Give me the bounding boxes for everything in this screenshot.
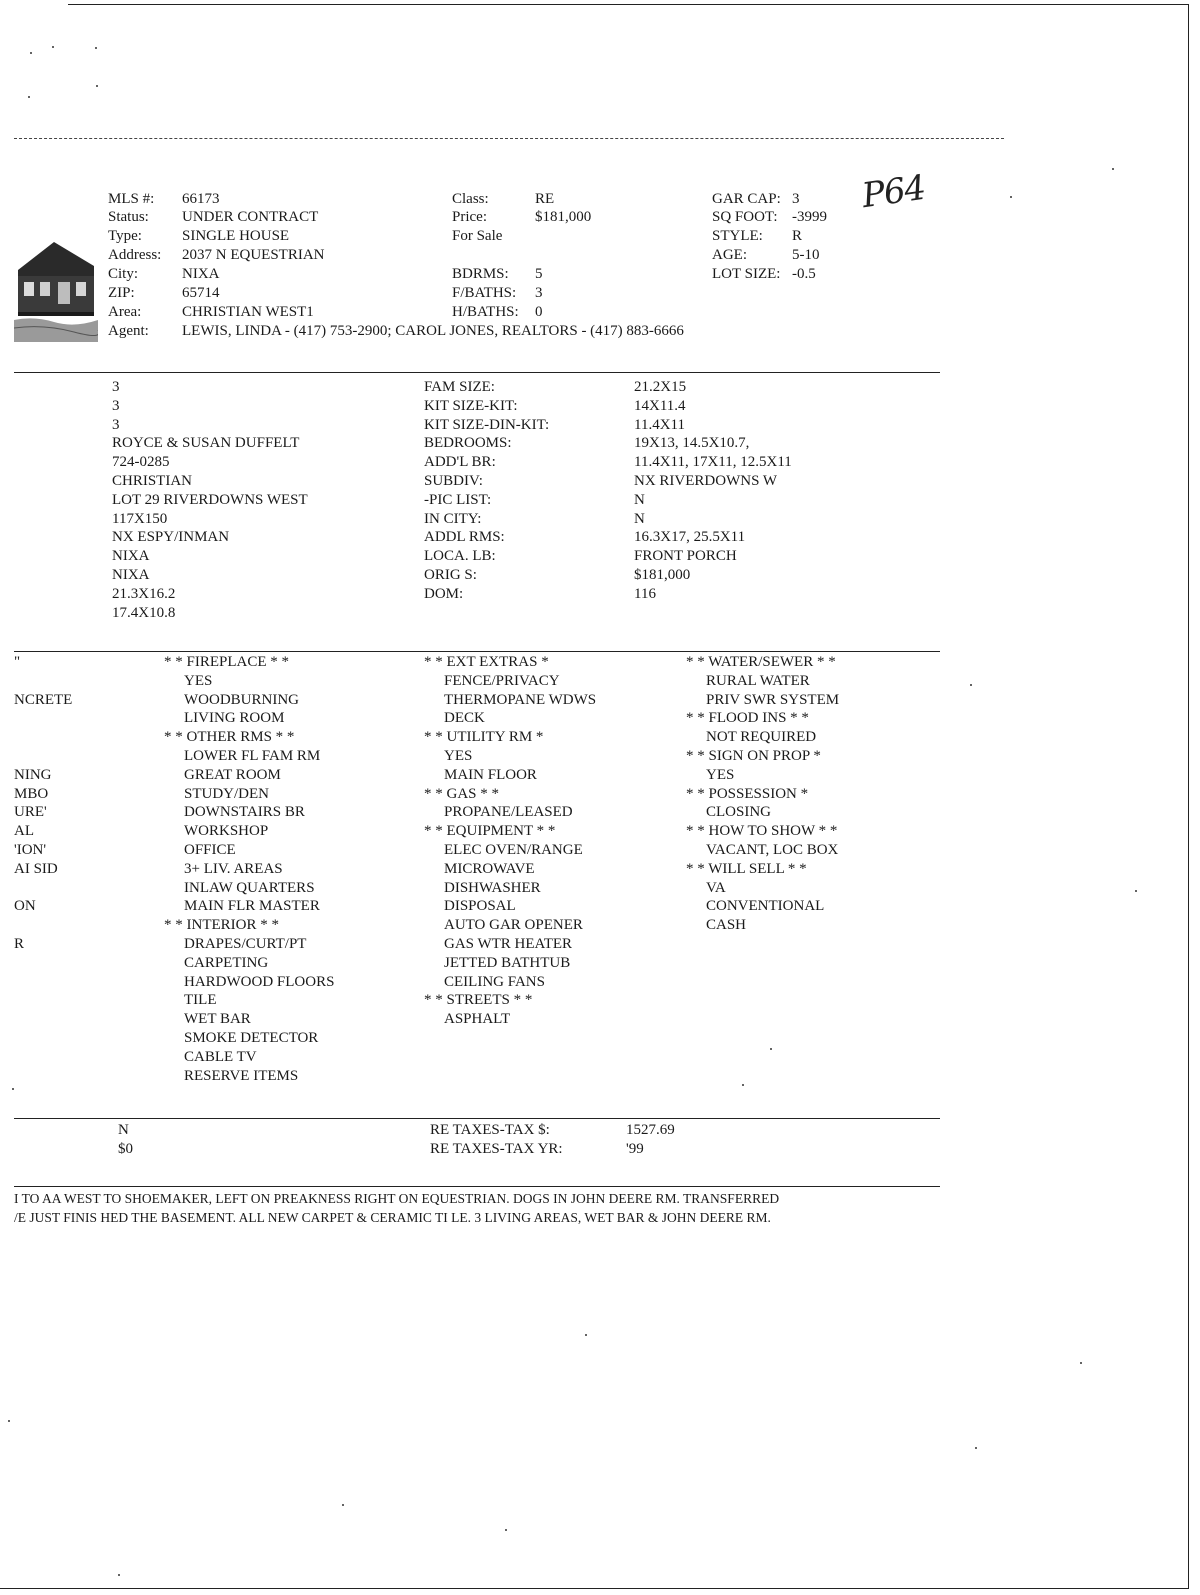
feature-heading: * * EQUIPMENT * *: [424, 823, 556, 840]
garcap-label: GAR CAP:: [712, 191, 781, 207]
section-divider: [14, 651, 940, 652]
details-value: 11.4X11: [634, 416, 685, 433]
feature-item: DRAPES/CURT/PT: [184, 935, 307, 952]
feature-heading: * * INTERIOR * *: [164, 917, 279, 934]
features-cut-item: 'ION': [14, 841, 47, 858]
details-left-item: NX ESPY/INMAN: [112, 529, 230, 546]
house-photo: [14, 236, 98, 342]
feature-item: CARPETING: [184, 954, 269, 971]
details-left-item: CHRISTIAN: [112, 472, 193, 489]
feature-item: CABLE TV: [184, 1048, 257, 1065]
feature-item: LIVING ROOM: [184, 710, 285, 727]
scan-speck: [1112, 168, 1114, 170]
details-left-item: NIXA: [112, 566, 150, 583]
features-cut-item: R: [14, 935, 25, 952]
scan-speck: [8, 1420, 10, 1422]
feature-item: YES: [444, 747, 473, 764]
feature-item: VACANT, LOC BOX: [706, 841, 839, 858]
fbaths-value: 3: [535, 285, 543, 301]
feature-item: MAIN FLR MASTER: [184, 898, 320, 915]
scan-speck: [1010, 196, 1012, 198]
feature-heading: * * FIREPLACE * *: [164, 654, 290, 670]
features-cut-item: [14, 879, 72, 898]
feature-item: DECK: [444, 710, 485, 727]
feature-heading: * * WILL SELL * *: [686, 860, 807, 877]
top-edge-line: [68, 4, 1188, 5]
tax-year-label: RE TAXES-TAX YR:: [430, 1141, 563, 1157]
features-cut-item: AI SID: [14, 860, 58, 877]
mls-number: 66173: [182, 191, 220, 207]
details-label: ORIG S:: [424, 566, 477, 583]
house-photo-graphic: [14, 236, 98, 342]
feature-item: CEILING FANS: [444, 973, 545, 990]
agent-value: LEWIS, LINDA - (417) 753-2900; CAROL JONES, REALTORS - (417) 883-6666: [182, 323, 684, 339]
style-value: R: [792, 228, 803, 244]
for-sale-label: For Sale: [452, 228, 503, 244]
details-left-item: LOT 29 RIVERDOWNS WEST: [112, 491, 308, 508]
feature-heading: * * OTHER RMS * *: [164, 729, 295, 746]
details-left-item: NIXA: [112, 548, 150, 565]
features-cut-item: NCRETE: [14, 691, 73, 708]
details-value: N: [634, 491, 645, 508]
features-cut-item: AL: [14, 823, 34, 840]
feature-item: PRIV SWR SYSTEM: [706, 691, 840, 708]
features-cut-item: ON: [14, 898, 36, 915]
feature-item: JETTED BATHTUB: [444, 954, 571, 971]
feature-item: THERMOPANE WDWS: [444, 691, 597, 708]
details-value: 14X11.4: [634, 397, 686, 414]
features-column-2: [424, 653, 596, 1029]
section-divider: [14, 372, 940, 373]
hbaths-value: 0: [535, 304, 543, 320]
scan-dashed-rule: [14, 138, 1004, 140]
details-left-column: [112, 378, 308, 622]
feature-item: WET BAR: [184, 1011, 251, 1028]
feature-item: DOWNSTAIRS BR: [184, 804, 305, 821]
details-value: 16.3X17, 25.5X11: [634, 529, 746, 546]
details-label: LOCA. LB:: [424, 548, 496, 565]
scan-speck: [505, 1529, 507, 1531]
style-label: STYLE:: [712, 228, 763, 244]
hbaths-label: H/BATHS:: [452, 304, 519, 320]
bdrms-label: BDRMS:: [452, 266, 509, 282]
details-value: NX RIVERDOWNS W: [634, 472, 778, 489]
area-value: CHRISTIAN WEST1: [182, 304, 314, 320]
features-cut-item: [14, 709, 72, 728]
agent-label: Agent:: [108, 323, 149, 339]
scan-speck: [975, 1447, 977, 1449]
bdrms-value: 5: [535, 266, 543, 282]
scan-speck: [1080, 1362, 1082, 1364]
features-cut-item: URE': [14, 804, 47, 821]
details-value: FRONT PORCH: [634, 548, 737, 565]
feature-item: RESERVE ITEMS: [184, 1067, 299, 1084]
feature-item: GREAT ROOM: [184, 766, 281, 783]
feature-item: HARDWOOD FLOORS: [184, 973, 335, 990]
feature-item: CONVENTIONAL: [706, 898, 825, 915]
feature-heading: * * GAS * *: [424, 785, 500, 802]
tax-year-value: '99: [626, 1141, 644, 1157]
type-label: Type:: [108, 228, 142, 244]
remarks-line-2: /E JUST FINIS HED THE BASEMENT. ALL NEW CARPET & CERAMIC TI LE. 3 LIVING AREAS, WET BAR & JOHN DEERE RM.: [14, 1210, 771, 1225]
feature-item: RURAL WATER: [706, 672, 810, 689]
details-label: FAM SIZE:: [424, 379, 495, 395]
feature-item: PROPANE/LEASED: [444, 804, 573, 821]
mls-label: MLS #:: [108, 191, 155, 207]
feature-item: DISHWASHER: [444, 879, 541, 896]
details-value: $181,000: [634, 566, 691, 583]
section-divider: [14, 1186, 940, 1187]
sqfoot-value: -3999: [792, 209, 827, 225]
price-label: Price:: [452, 209, 487, 225]
scan-speck: [52, 46, 54, 48]
details-label: ADD'L BR:: [424, 454, 496, 471]
details-label-column: [424, 378, 549, 604]
lotsize-value: -0.5: [792, 266, 816, 282]
scan-speck: [12, 1088, 14, 1090]
details-value: 116: [634, 585, 656, 602]
scan-speck: [742, 1084, 744, 1086]
details-left-item: 17.4X10.8: [112, 604, 176, 621]
features-cut-item: NING: [14, 766, 52, 783]
details-left-item: 117X150: [112, 510, 168, 527]
scan-speck: [585, 1334, 587, 1336]
tax-amount-label: RE TAXES-TAX $:: [430, 1122, 550, 1138]
feature-item: MAIN FLOOR: [444, 766, 537, 783]
details-value-column: [634, 378, 792, 604]
scan-speck: [30, 52, 32, 54]
garcap-value: 3: [792, 191, 800, 207]
details-label: SUBDIV:: [424, 472, 483, 489]
tax-amount-value: 1527.69: [626, 1122, 675, 1138]
feature-item: YES: [184, 672, 213, 689]
features-cut-item: MBO: [14, 785, 49, 802]
feature-item: STUDY/DEN: [184, 785, 269, 802]
price-value: $181,000: [535, 209, 592, 225]
zip-value: 65714: [182, 285, 220, 301]
features-cut-item: [14, 747, 72, 766]
details-label: -PIC LIST:: [424, 491, 492, 508]
feature-item: YES: [706, 766, 735, 783]
features-column-3: [686, 653, 839, 935]
features-cut-column: [14, 653, 72, 954]
scan-speck: [970, 684, 972, 686]
scan-speck: [28, 96, 30, 98]
handwritten-note: P64: [859, 167, 928, 217]
feature-heading: * * POSSESSION *: [686, 785, 809, 802]
class-label: Class:: [452, 191, 489, 207]
status-value: UNDER CONTRACT: [182, 209, 319, 225]
details-left-item: ROYCE & SUSAN DUFFELT: [112, 435, 300, 452]
class-value: RE: [535, 191, 555, 207]
details-left-item: 3: [112, 379, 120, 395]
fbaths-label: F/BATHS:: [452, 285, 517, 301]
scan-speck: [770, 1048, 772, 1050]
feature-item: VA: [706, 879, 726, 896]
details-value: 21.2X15: [634, 379, 687, 395]
feature-item: ELEC OVEN/RANGE: [444, 841, 583, 858]
feature-heading: * * SIGN ON PROP *: [686, 747, 821, 764]
scan-speck: [95, 47, 97, 49]
feature-item: MICROWAVE: [444, 860, 535, 877]
details-value: 11.4X11, 17X11, 12.5X11: [634, 454, 792, 471]
feature-heading: * * STREETS * *: [424, 992, 533, 1009]
feature-item: 3+ LIV. AREAS: [184, 860, 283, 877]
zip-label: ZIP:: [108, 285, 135, 301]
type-value: SINGLE HOUSE: [182, 228, 290, 244]
details-label: IN CITY:: [424, 510, 482, 527]
features-cut-item: [14, 672, 72, 691]
details-label: KIT SIZE-DIN-KIT:: [424, 416, 550, 433]
details-label: ADDL RMS:: [424, 529, 505, 546]
feature-item: TILE: [184, 992, 217, 1009]
feature-item: LOWER FL FAM RM: [184, 747, 321, 764]
lotsize-label: LOT SIZE:: [712, 266, 781, 282]
feature-item: WOODBURNING: [184, 691, 299, 708]
feature-heading: * * HOW TO SHOW * *: [686, 823, 838, 840]
details-value: N: [634, 510, 645, 527]
sqfoot-label: SQ FOOT:: [712, 209, 778, 225]
tax-left-1: N: [118, 1122, 129, 1138]
features-cut-item: [14, 916, 72, 935]
features-cut-item: ": [14, 654, 21, 670]
age-value: 5-10: [792, 247, 820, 263]
details-label: DOM:: [424, 585, 464, 602]
remarks-line-1: I TO AA WEST TO SHOEMAKER, LEFT ON PREAKNESS RIGHT ON EQUESTRIAN. DOGS IN JOHN DEERE RM. TRANSFERRED: [14, 1191, 780, 1206]
details-left-item: 3: [112, 397, 120, 414]
feature-item: CASH: [706, 917, 747, 934]
feature-heading: * * EXT EXTRAS *: [424, 654, 549, 670]
scan-speck: [1135, 890, 1137, 892]
feature-item: INLAW QUARTERS: [184, 879, 315, 896]
city-label: City:: [108, 266, 139, 282]
feature-item: AUTO GAR OPENER: [444, 917, 583, 934]
scan-speck: [342, 1504, 344, 1506]
feature-heading: * * WATER/SEWER * *: [686, 654, 836, 670]
features-column-1: [164, 653, 334, 1085]
feature-item: GAS WTR HEATER: [444, 935, 573, 952]
details-label: KIT SIZE-KIT:: [424, 397, 518, 414]
details-left-item: 21.3X16.2: [112, 585, 176, 602]
area-label: Area:: [108, 304, 142, 320]
feature-item: CLOSING: [706, 804, 772, 821]
tax-left-2: $0: [118, 1141, 133, 1157]
features-cut-item: [14, 728, 72, 747]
status-label: Status:: [108, 209, 149, 225]
scan-speck: [96, 85, 98, 87]
feature-item: WORKSHOP: [184, 823, 269, 840]
details-left-item: 3: [112, 416, 120, 433]
feature-item: OFFICE: [184, 841, 236, 858]
age-label: AGE:: [712, 247, 747, 263]
feature-item: ASPHALT: [444, 1011, 511, 1028]
details-value: 19X13, 14.5X10.7,: [634, 435, 750, 452]
address-value: 2037 N EQUESTRIAN: [182, 247, 325, 263]
feature-item: FENCE/PRIVACY: [444, 672, 560, 689]
details-left-item: 724-0285: [112, 454, 170, 471]
feature-item: NOT REQUIRED: [706, 729, 817, 746]
scan-speck: [118, 1574, 120, 1576]
feature-item: SMOKE DETECTOR: [184, 1029, 319, 1046]
feature-heading: * * UTILITY RM *: [424, 729, 544, 746]
details-label: BEDROOMS:: [424, 435, 512, 452]
feature-heading: * * FLOOD INS * *: [686, 710, 809, 727]
address-label: Address:: [108, 247, 162, 263]
feature-item: DISPOSAL: [444, 898, 516, 915]
section-divider: [14, 1118, 940, 1119]
bottom-edge-line: [0, 1588, 1189, 1589]
city-value: NIXA: [182, 266, 220, 282]
right-edge-line: [1188, 4, 1189, 1589]
